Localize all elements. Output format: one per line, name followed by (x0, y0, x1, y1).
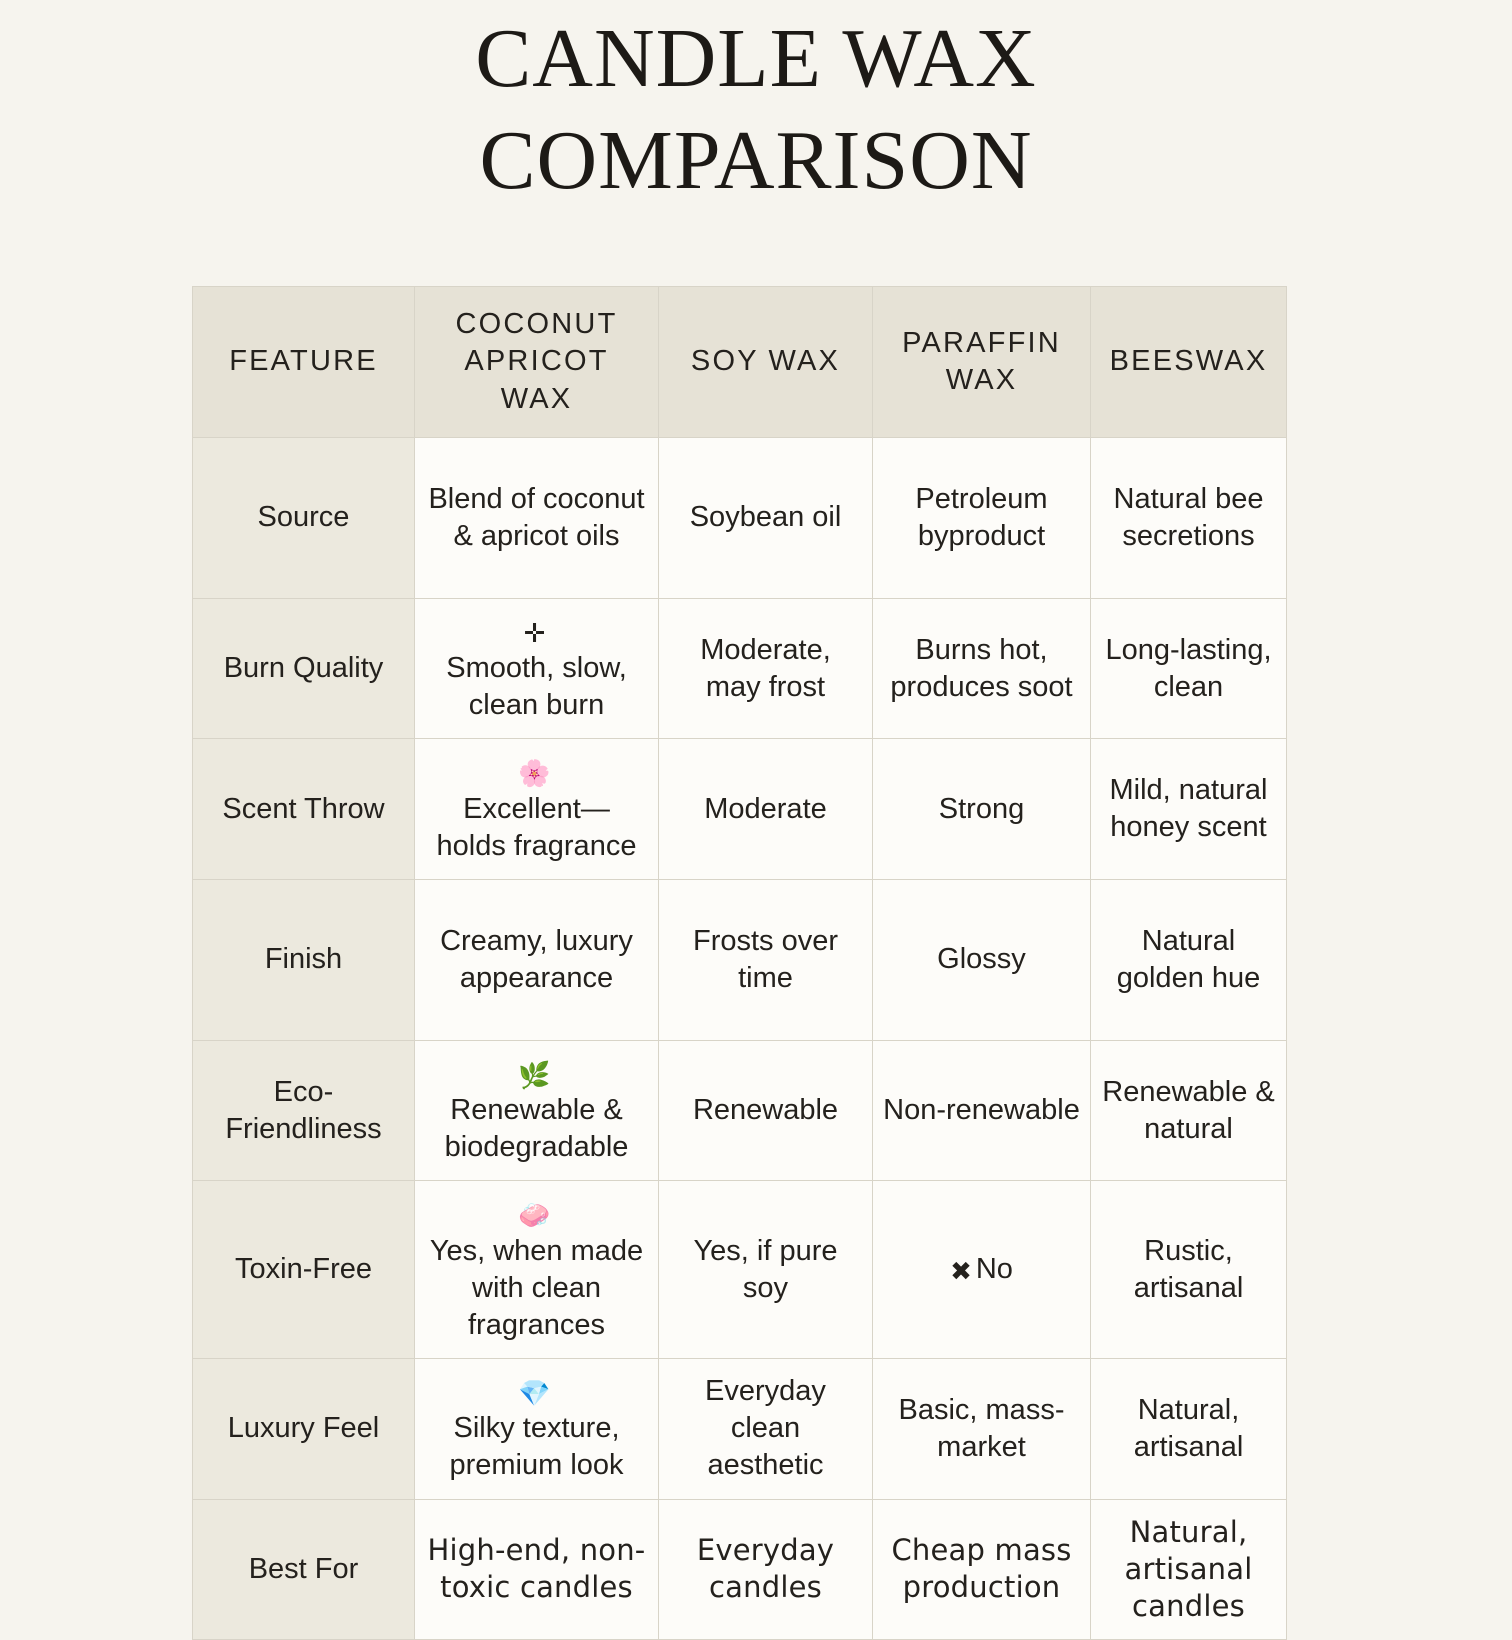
cell-source-coconut: Blend of coconut & apricot oils (415, 438, 659, 599)
cell-scent-throw-soy: Moderate (659, 739, 873, 879)
cell-eco-friendliness-soy: Renewable (659, 1040, 873, 1180)
cell-eco-friendliness-beeswax: Renewable & natural (1091, 1040, 1287, 1180)
sparkle-icon: ✛ (523, 618, 546, 648)
soap-icon: 🧼 (518, 1200, 551, 1231)
cell-source-beeswax: Natural bee secretions (1091, 438, 1287, 599)
table-row (193, 1181, 1287, 1359)
column-header-feature: FEATURE (193, 287, 415, 438)
cell-toxin-free-soy: Yes, if pure soy (659, 1181, 873, 1359)
page-title-line-1: CANDLE WAX (475, 12, 1037, 105)
gem-icon: 💎 (518, 1378, 551, 1409)
table-row (193, 739, 1287, 879)
table-header (193, 287, 1287, 438)
cell-scent-throw-coconut (415, 739, 659, 879)
page-title-line-2: COMPARISON (479, 114, 1033, 208)
cross-mark-icon: ✖ (950, 1256, 972, 1287)
cell-finish-soy: Frosts over time (659, 879, 873, 1040)
row-label-luxury-feel: Luxury Feel (193, 1359, 415, 1499)
cell-best-for-beeswax: Natural, artisanal candles (1091, 1499, 1287, 1639)
cell-eco-friendliness-coconut (415, 1040, 659, 1180)
cell-toxin-free-paraffin (873, 1181, 1091, 1359)
table-row (193, 1359, 1287, 1499)
cell-text: Silky texture, premium look (449, 1412, 624, 1482)
cell-luxury-feel-coconut (415, 1359, 659, 1499)
page-title (206, 0, 1306, 213)
cell-text: Smooth, slow, clean burn (446, 652, 627, 722)
table-row (193, 1040, 1287, 1180)
cell-best-for-coconut: High-end, non-toxic candles (415, 1499, 659, 1639)
cell-text: No (975, 1253, 1013, 1286)
cell-toxin-free-coconut (415, 1181, 659, 1359)
cell-burn-quality-soy: Moderate, may frost (659, 599, 873, 739)
flower-icon: 🌸 (518, 758, 551, 789)
row-label-finish: Finish (193, 879, 415, 1040)
cell-source-paraffin: Petroleum byproduct (873, 438, 1091, 599)
cell-source-soy: Soybean oil (659, 438, 873, 599)
comparison-table (192, 286, 1287, 1640)
table-row (193, 438, 1287, 599)
row-label-toxin-free: Toxin-Free (193, 1181, 415, 1359)
cell-text: Excellent— holds fragrance (436, 792, 637, 862)
table-row (193, 1499, 1287, 1639)
table-body (193, 438, 1287, 1640)
column-header-paraffin-wax: PARAFFIN WAX (873, 287, 1091, 438)
table-header-row (193, 287, 1287, 438)
comparison-table-container (192, 286, 1286, 1640)
cell-luxury-feel-paraffin: Basic, mass-market (873, 1359, 1091, 1499)
column-header-soy-wax: SOY WAX (659, 287, 873, 438)
cell-burn-quality-beeswax: Long-lasting, clean (1091, 599, 1287, 739)
row-label-burn-quality: Burn Quality (193, 599, 415, 739)
cell-best-for-soy: Everyday candles (659, 1499, 873, 1639)
row-label-eco-friendliness: Eco-Friendliness (193, 1040, 415, 1180)
row-label-source: Source (193, 438, 415, 599)
cell-burn-quality-coconut (415, 599, 659, 739)
cell-scent-throw-paraffin: Strong (873, 739, 1091, 879)
table-row (193, 599, 1287, 739)
cell-eco-friendliness-paraffin: Non-renewable (873, 1040, 1091, 1180)
cell-text: Renewable & biodegradable (444, 1094, 629, 1164)
leaf-icon: 🌿 (518, 1059, 551, 1090)
cell-finish-beeswax: Natural golden hue (1091, 879, 1287, 1040)
cell-toxin-free-beeswax: Rustic, artisanal (1091, 1181, 1287, 1359)
cell-scent-throw-beeswax: Mild, natural honey scent (1091, 739, 1287, 879)
cell-finish-paraffin: Glossy (873, 879, 1091, 1040)
row-label-scent-throw: Scent Throw (193, 739, 415, 879)
column-header-beeswax: BEESWAX (1091, 287, 1287, 438)
cell-burn-quality-paraffin: Burns hot, produces soot (873, 599, 1091, 739)
cell-finish-coconut: Creamy, luxury appearance (415, 879, 659, 1040)
cell-best-for-paraffin: Cheap mass production (873, 1499, 1091, 1639)
column-header-coconut-apricot-wax: COCONUT APRICOT WAX (415, 287, 659, 438)
row-label-best-for: Best For (193, 1499, 415, 1639)
cell-luxury-feel-beeswax: Natural, artisanal (1091, 1359, 1287, 1499)
cell-luxury-feel-soy: Everyday clean aesthetic (659, 1359, 873, 1499)
table-row (193, 879, 1287, 1040)
cell-text: Yes, when made with clean fragrances (429, 1234, 644, 1341)
